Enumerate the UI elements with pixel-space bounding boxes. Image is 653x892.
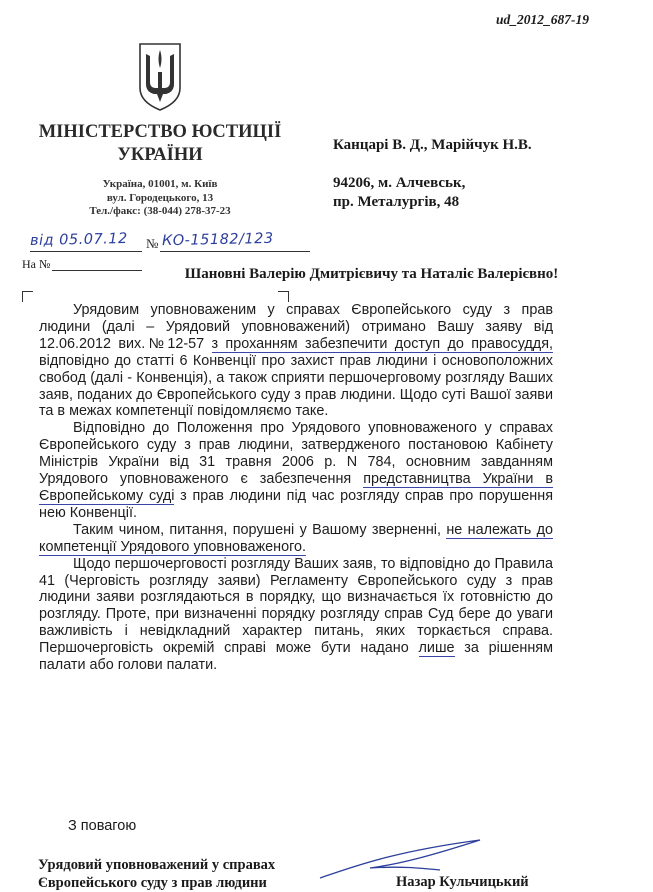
signer-title-line1: Урядовий уповноважений у справах	[38, 857, 276, 873]
paragraph-4: Щодо першочерговості розгляду Ваших заяв, то відповідно до Правила 41 (Черговість розгляду заяви) Регламенту Європейського суду з прав людини заяви розглядаються в порядку, що визначається їх готовністю до розгляду. Проте, при визначенні порядку розгляду справ Суд бере до уваги важливість і невідкладний характер питань, яких торкається справа. Першочерговість окремій справі може бути надано лише за рішенням палати або голови палати.	[39, 555, 553, 674]
closing-phrase: З повагою	[68, 818, 137, 834]
ministry-name-line1: МІНІСТЕРСТВО ЮСТИЦІЇ	[38, 122, 282, 142]
letter-body	[39, 302, 553, 674]
underlined-phrase: з проханням забезпечити доступ до правосуддя,	[211, 335, 553, 352]
underlined-phrase: не належать до компетенції Урядового уповноваженого.	[39, 521, 553, 555]
signer-name: Назар Кульчицький	[396, 874, 529, 890]
paragraph-3: Таким чином, питання, порушені у Вашому зверненні, не належать до компетенції Урядового уповноваженого.	[39, 521, 553, 555]
signer-title	[38, 856, 338, 892]
recipient-block	[333, 136, 633, 212]
corner-mark-left	[22, 291, 33, 302]
address-phone: Тел./факс: (38-044) 278-37-23	[89, 205, 231, 217]
ministry-name-line2: УКРАЇНИ	[117, 145, 203, 165]
number-underline	[160, 251, 310, 252]
handwritten-number: КО-15182/123	[161, 230, 274, 250]
address-street: вул. Городецького, 13	[106, 191, 214, 204]
signer-title-line2: Європейського суду з прав людини	[38, 875, 267, 891]
ministry-address	[40, 178, 280, 219]
recipient-address-city: 94206, м. Алчевськ,	[333, 175, 466, 191]
address-city: Україна, 01001, м. Київ	[102, 178, 218, 190]
underlined-phrase: представництва України в Європейському суді	[39, 471, 553, 504]
recipient-address-street: пр. Металургів, 48	[333, 194, 460, 210]
recipient-names: Канцарі В. Д., Марійчук Н.В.	[333, 137, 532, 153]
ministry-name	[22, 121, 298, 167]
corner-mark-right	[278, 291, 289, 302]
trident-emblem-icon	[137, 42, 183, 112]
paragraph-1: Урядовим уповноваженим у справах Європейського суду з прав людини (далі – Урядовий уповноважений) отримано Вашу заяву від 12.06.2012 вих.№12-57 з проханням забезпечити доступ до правосуддя, відповідно до статті 6 Конвенції про захист прав людини і основоположних свобод (далі - Конвенція), а також сприяти першочерговому розгляду Ваших заяв, поданих до Європейського суду з прав людини. Щодо суті Вашої заяви та в межах компетенції повідомляємо таке.	[39, 302, 553, 420]
reply-to-label: На №	[22, 257, 51, 271]
underlined-phrase: лише	[418, 640, 455, 657]
date-underline	[30, 251, 142, 252]
paragraph-2: Відповідно до Положення про Урядового уповноваженого у справах Європейського суду з прав людини, затвердженого постановою Кабінету Міністрів України від 31 травня 2006 р. N 784, основним завданням Урядового уповноваженого є забезпечення представництва України в Європейському суді з прав людини під час розгляду справ про порушення нею Конвенції.	[39, 420, 553, 521]
salutation: Шановні Валерію Дмитрієвичу та Наталіє Валерієвно!	[184, 266, 559, 282]
document-reference-tag: ud_2012_687-19	[496, 12, 590, 27]
number-label: №	[146, 236, 159, 251]
handwritten-date: від 05.07.12	[29, 230, 128, 250]
